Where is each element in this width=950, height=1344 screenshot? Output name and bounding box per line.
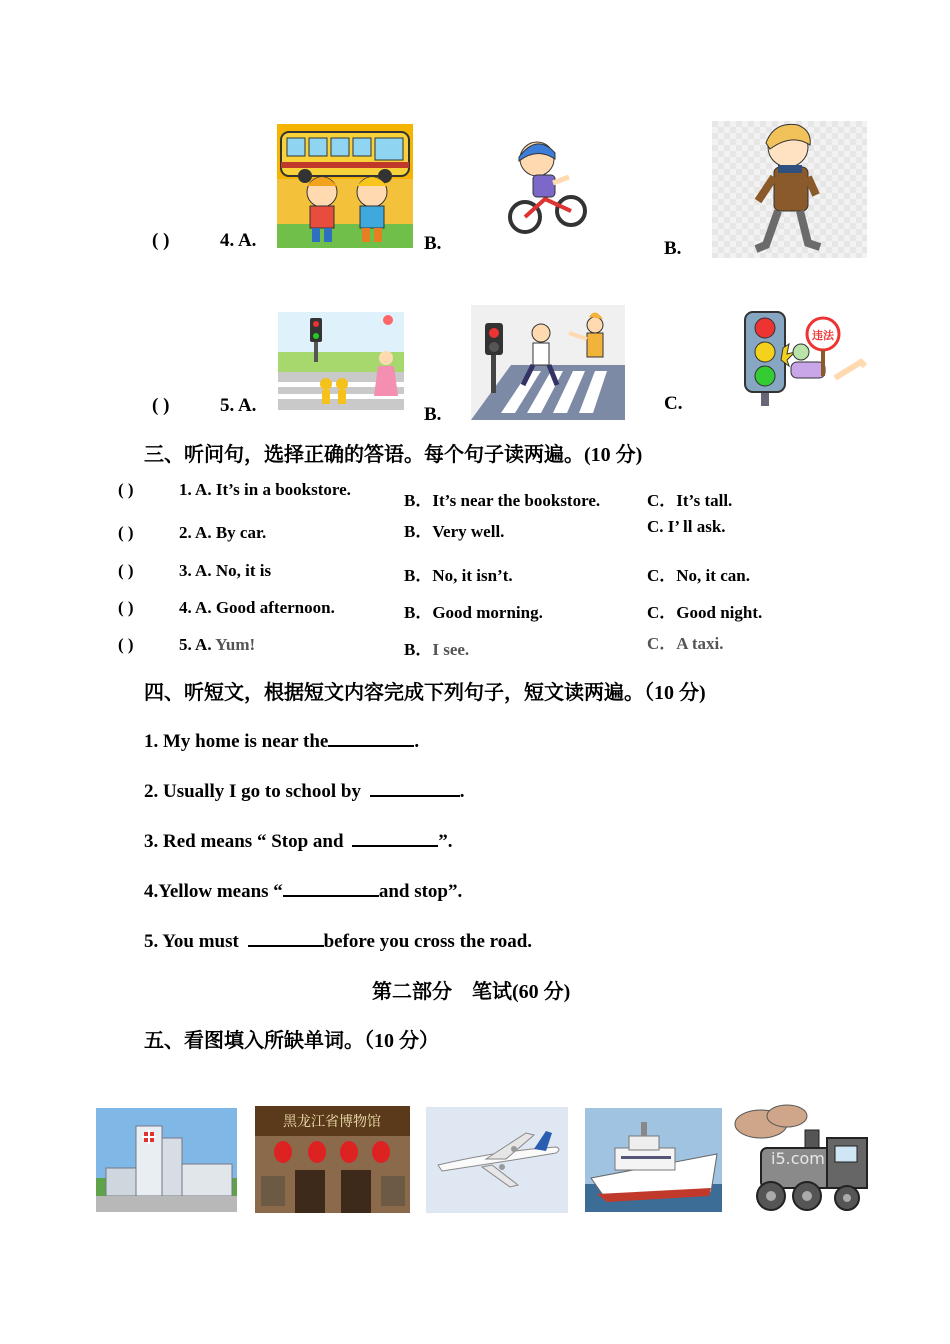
s3-q4-option-a: 4. A. Good afternoon. [179,598,335,617]
s3-q5-option-a [179,635,255,655]
traffic-violation-image [735,308,867,410]
s4-item-5-end: before you cross the road. [323,931,533,952]
s3-q5-option-b-prefix: B． [404,640,433,659]
q4-number: 4. A. [220,230,257,251]
section5-title: 五、看图填入所缺单词。（10 分） [144,1030,439,1052]
s4-item-2-end: . [459,781,465,802]
s4-item-1-end: . [414,731,420,752]
violation-sign-text: 违法 [812,329,834,342]
s3-q2-option-c: C. I’ ll ask. [647,517,726,536]
s4-item-3-text: 3. Red means “ Stop and [144,831,349,852]
s3-q1-option-a: 1. A. It’s in a bookstore. [179,480,351,499]
s4-item-2-text: 2. Usually I go to school by [144,781,366,802]
s3-q3-option-a: 3. A. No, it is [179,561,272,580]
s3-q2-option-b: B．Very well. [404,522,505,541]
part-two-title: 第二部分 笔试(60 分) [372,981,571,1003]
museum-image [255,1106,410,1213]
q4-option-b1: B. [424,233,442,254]
s3-q2-bracket[interactable]: ( ) [118,523,134,542]
s3-q5-option-b-word: I see. [432,640,470,659]
walking-boy-image [712,121,867,258]
s4-item-1-blank[interactable] [328,727,414,747]
s3-q3-option-b: B．No, it isn’t. [404,566,513,585]
q4-option-b2: B. [664,238,682,259]
s4-item-5 [144,927,532,953]
s4-item-4 [144,877,462,903]
museum-sign-text: 黑龙江省博物馆 [283,1114,381,1130]
plane-image [426,1107,568,1213]
s3-q4-option-b: B．Good morning. [404,603,543,622]
s3-q5-option-b [404,635,469,660]
train-watermark: i5.com [771,1149,825,1168]
s3-q1-bracket[interactable]: ( ) [118,480,134,499]
s4-item-5-blank[interactable] [248,927,324,947]
s3-q5-option-c: C．A taxi. [647,634,724,653]
ship-image [585,1108,722,1212]
s3-q2-option-a: 2. A. By car. [179,523,267,542]
s4-item-4-text: 4.Yellow means “ [144,881,283,902]
s3-q3-option-c: C．No, it can. [647,566,750,585]
bike-rider-image [505,133,589,239]
s4-item-3-end: ”. [438,831,453,852]
s4-item-4-end: and stop”. [378,881,463,902]
zebra-crossing-image [471,305,625,420]
s3-q1-option-c: C．It’s tall. [647,491,733,510]
q5-option-c: C. [664,393,683,414]
s3-q5-bracket[interactable]: ( ) [118,635,134,654]
s3-q5-option-a-word: Yum! [215,635,256,654]
q4-bracket[interactable]: ( ) [152,230,170,251]
bus-children-image [277,124,413,248]
section3-title: 三、听问句，选择正确的答语。每个句子读两遍。(10 分) [144,444,643,466]
q5-bracket[interactable]: ( ) [152,395,170,416]
s4-item-1 [144,727,419,753]
s4-item-5-text: 5. You must [144,931,244,952]
q5-number: 5. A. [220,395,257,416]
crossing-family-image [278,312,404,410]
q5-option-b: B. [424,404,442,425]
section4-title: 四、听短文，根据短文内容完成下列句子，短文读两遍。（10 分) [144,682,706,704]
s4-item-3 [144,827,453,853]
s4-item-3-blank[interactable] [352,827,438,847]
s4-item-1-text: 1. My home is near the [144,731,329,752]
s4-item-2-blank[interactable] [370,777,460,797]
s3-q1-option-b: B．It’s near the bookstore. [404,491,601,510]
s4-item-2 [144,777,464,803]
s3-q4-option-c: C．Good night. [647,603,763,622]
s3-q3-bracket[interactable]: ( ) [118,561,134,580]
s3-q5-option-a-prefix: 5. A. [179,635,216,654]
train-image [731,1102,873,1220]
s3-q4-bracket[interactable]: ( ) [118,598,134,617]
hospital-image [96,1108,237,1212]
s4-item-4-blank[interactable] [283,877,379,897]
